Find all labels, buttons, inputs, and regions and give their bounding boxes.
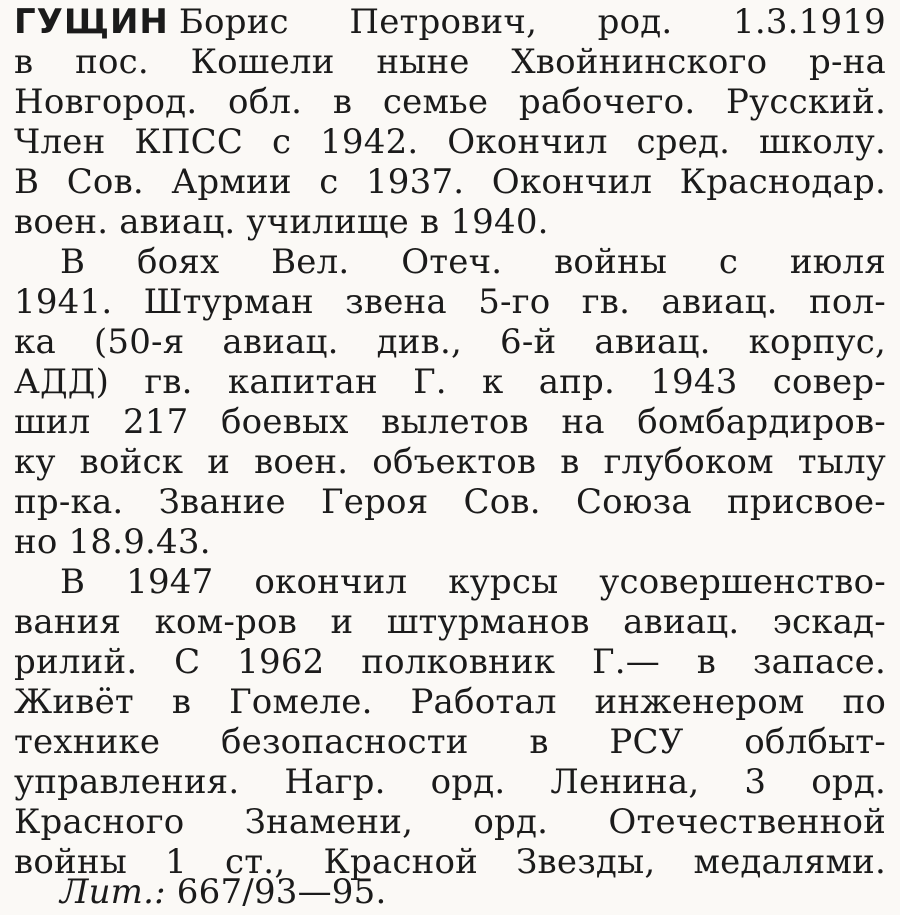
entry-line-11: шил 217 боевых вылетов на бомбардиров-: [14, 402, 886, 442]
entry-line-16: вания ком-ров и штурманов авиац. эскад-: [14, 602, 886, 642]
entry-line-4: Член КПСС с 1942. Окончил сред. школу.: [14, 122, 886, 162]
entry-line-9: ка (50-я авиац. див., 6-й авиац. корпус,: [14, 322, 886, 362]
entry-line-17: рилий. С 1962 полковник Г.— в запасе.: [14, 642, 886, 682]
entry-line-12: ку войск и воен. объектов в глубоком тылу: [14, 442, 886, 482]
entry-line-8: 1941. Штурман звена 5-го гв. авиац. пол-: [14, 282, 886, 322]
entry-line-13: пр-ка. Звание Героя Сов. Союза присвое-: [14, 482, 886, 522]
entry-line-7: В боях Вел. Отеч. войны с июля: [60, 242, 886, 282]
entry-line-2: в пос. Кошели ныне Хвойнинского р-на: [14, 42, 886, 82]
entry-line-22: войны 1 ст., Красной Звезды, медалями.: [14, 842, 886, 882]
literature-label: Лит.:: [60, 872, 166, 912]
entry-line-15: В 1947 окончил курсы усовершенство-: [60, 562, 886, 602]
entry-line-21: Красного Знамени, орд. Отечественной: [14, 802, 886, 842]
entry-line-14: но 18.9.43.: [14, 522, 211, 562]
literature-reference: 667/93—95.: [176, 872, 387, 912]
entry-line-19: технике безопасности в РСУ облбыт-: [14, 722, 886, 762]
entry-line-text: Борис Петрович, род. 1.3.1919: [178, 2, 886, 42]
entry-line-5: В Сов. Армии с 1937. Окончил Краснодар.: [14, 162, 886, 202]
entry-headword: ГУЩИН: [14, 2, 169, 42]
entry-line-20: управления. Нагр. орд. Ленина, 3 орд.: [14, 762, 886, 802]
entry-line-3: Новгород. обл. в семье рабочего. Русский.: [14, 82, 886, 122]
entry-line-10: АДД) гв. капитан Г. к апр. 1943 совер-: [14, 362, 886, 402]
entry-line-6: воен. авиац. училище в 1940.: [14, 202, 549, 242]
entry-line-1: [14, 3, 886, 41]
literature-line: [14, 873, 886, 911]
entry-line-18: Живёт в Гомеле. Работал инженером по: [14, 682, 886, 722]
biography-entry: [14, 0, 886, 915]
